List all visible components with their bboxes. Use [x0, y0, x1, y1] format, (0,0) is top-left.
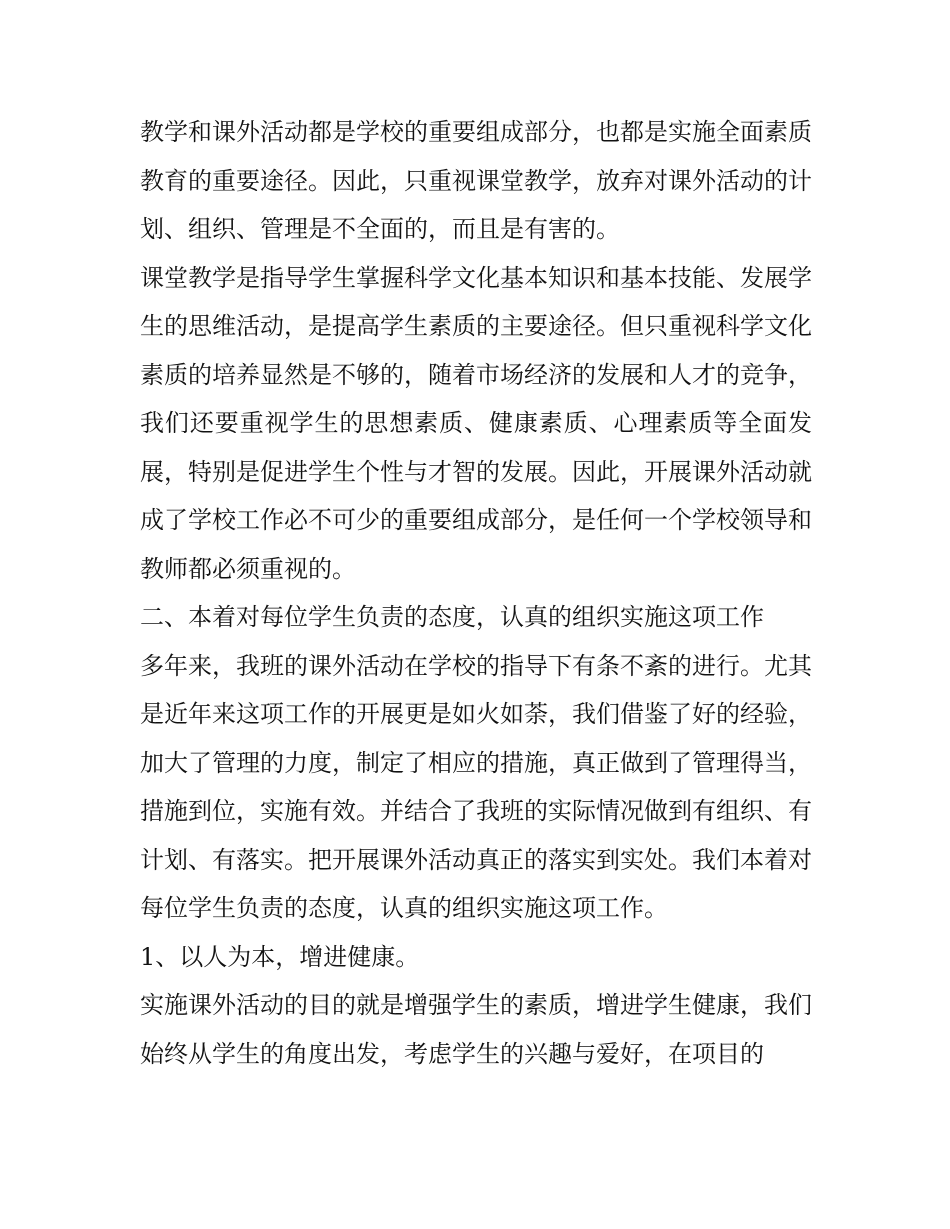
- document-body: [140, 108, 812, 1078]
- section-heading: 二、本着对每位学生负责的态度，认真的组织实施这项工作: [140, 603, 764, 631]
- paragraph-4: 实施课外活动的目的就是增强学生的素质，增进学生健康，我们始终从学生的角度出发，考虑学生的兴趣与爱好，在项目的: [140, 991, 812, 1068]
- paragraph-3: 多年来，我班的课外活动在学校的指导下有条不紊的进行。尤其是近年来这项工作的开展更是如火如荼，我们借鉴了好的经验，加大了管理的力度，制定了相应的措施，真正做到了管理得当，措施到位，实施有效。并结合了我班的实际情况做到有组织、有计划、有落实。把开展课外活动真正的落实到实处。我们本着对每位学生负责的态度，认真的组织实施这项工作。: [140, 651, 812, 922]
- paragraph-2: 课堂教学是指导学生掌握科学文化基本知识和基本技能、发展学生的思维活动，是提高学生素质的主要途径。但只重视科学文化素质的培养显然是不够的，随着市场经济的发展和人才的竞争，我们还要重视学生的思想素质、健康素质、心理素质等全面发展，特别是促进学生个性与才智的发展。因此，开展课外活动就成了学校工作必不可少的重要组成部分，是任何一个学校领导和教师都必须重视的。: [140, 263, 812, 583]
- paragraph-1: 教学和课外活动都是学校的重要组成部分，也都是实施全面素质教育的重要途径。因此，只重视课堂教学，放弃对课外活动的计划、组织、管理是不全面的，而且是有害的。: [140, 118, 812, 243]
- subsection-heading: 1、以人为本，增进健康。: [140, 942, 420, 971]
